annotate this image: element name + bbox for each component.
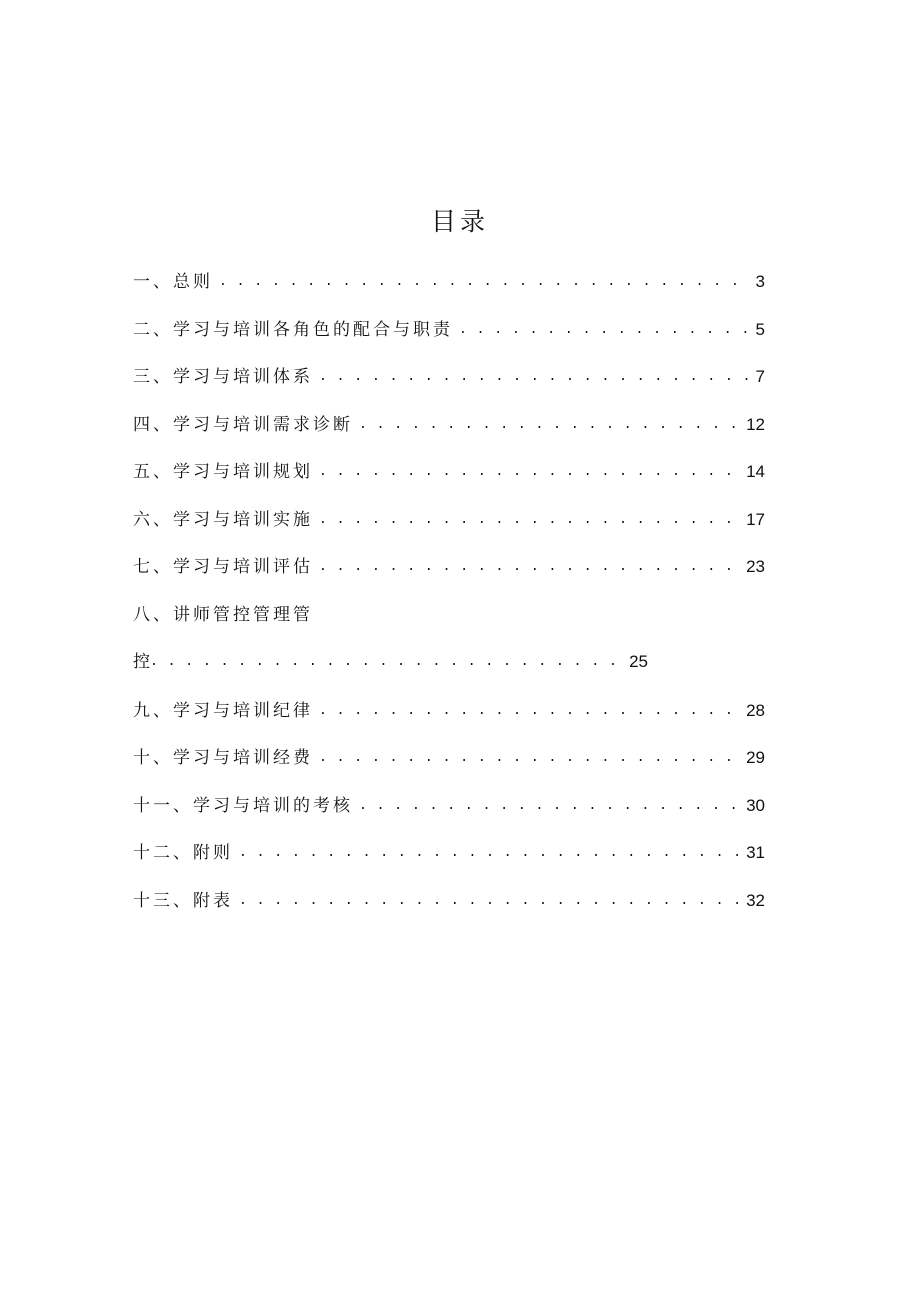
toc-entry-label: 五、学习与培训规划 — [133, 462, 313, 482]
toc-entry-page: 3 — [755, 272, 765, 291]
toc-entry-label: 九、学习与培训纪律 — [133, 701, 313, 721]
toc-entry[interactable] — [133, 505, 765, 535]
toc-entry[interactable] — [133, 267, 765, 297]
toc-entry[interactable] — [133, 791, 765, 821]
toc-entry[interactable] — [133, 838, 765, 868]
toc-entry-continuation[interactable] — [133, 647, 648, 677]
toc-entry-page: 31 — [746, 843, 765, 862]
toc-entry[interactable] — [133, 886, 765, 916]
toc-entry-label: 三、学习与培训体系 — [133, 367, 313, 387]
toc-entry-label[interactable]: 八、讲师管控管理管 — [133, 605, 313, 625]
toc-entry-page: 28 — [746, 701, 765, 720]
toc-entry-label: 七、学习与培训评估 — [133, 557, 313, 577]
toc-entry-label: 十、学习与培训经费 — [133, 748, 313, 768]
toc-entry-label: 十一、学习与培训的考核 — [133, 796, 353, 816]
toc-entry[interactable] — [133, 743, 765, 773]
toc-entry[interactable] — [133, 410, 765, 440]
toc-dot-leader — [459, 315, 750, 345]
toc-entry-page: 29 — [746, 748, 765, 767]
toc-entry-label: 六、学习与培训实施 — [133, 510, 313, 530]
toc-dot-leader — [219, 267, 750, 297]
toc-entry[interactable] — [133, 552, 765, 582]
toc-dot-leader — [319, 505, 740, 535]
toc-entry-label: 十二、附则 — [133, 843, 233, 863]
toc-entry-page: 23 — [746, 557, 765, 576]
toc-dot-leader — [319, 362, 750, 392]
toc-entry-page: 12 — [746, 415, 765, 434]
toc-dot-leader — [319, 457, 740, 487]
toc-dot-leader — [319, 696, 740, 726]
toc-entry-page: 7 — [755, 367, 765, 386]
toc-entry-label: 四、学习与培训需求诊断 — [133, 415, 353, 435]
toc-entry-label: 一、总则 — [133, 272, 213, 292]
toc-entry-page: 25 — [629, 652, 648, 671]
toc-entry-page: 30 — [746, 796, 765, 815]
toc-dot-leader — [359, 410, 740, 440]
toc-entry-label: 二、学习与培训各角色的配合与职责 — [133, 320, 453, 340]
toc-entry-page: 5 — [755, 320, 765, 339]
toc-entry-page: 32 — [746, 891, 765, 910]
toc-entry[interactable] — [133, 362, 765, 392]
toc-entry-page: 17 — [746, 510, 765, 529]
toc-dot-leader — [319, 743, 740, 773]
toc-title: 目录 — [430, 207, 489, 236]
toc-dot-leader — [359, 791, 740, 821]
toc-entry-label-continuation: 控 — [133, 652, 150, 672]
toc-entry-label: 十三、附表 — [133, 891, 233, 911]
toc-entry[interactable] — [133, 696, 765, 726]
toc-entry[interactable] — [133, 457, 765, 487]
toc-dot-leader — [150, 647, 627, 677]
toc-dot-leader — [319, 552, 740, 582]
toc-entry-page: 14 — [746, 462, 765, 481]
toc-dot-leader — [239, 838, 740, 868]
toc-entry[interactable] — [133, 315, 765, 345]
toc-dot-leader — [239, 886, 740, 916]
